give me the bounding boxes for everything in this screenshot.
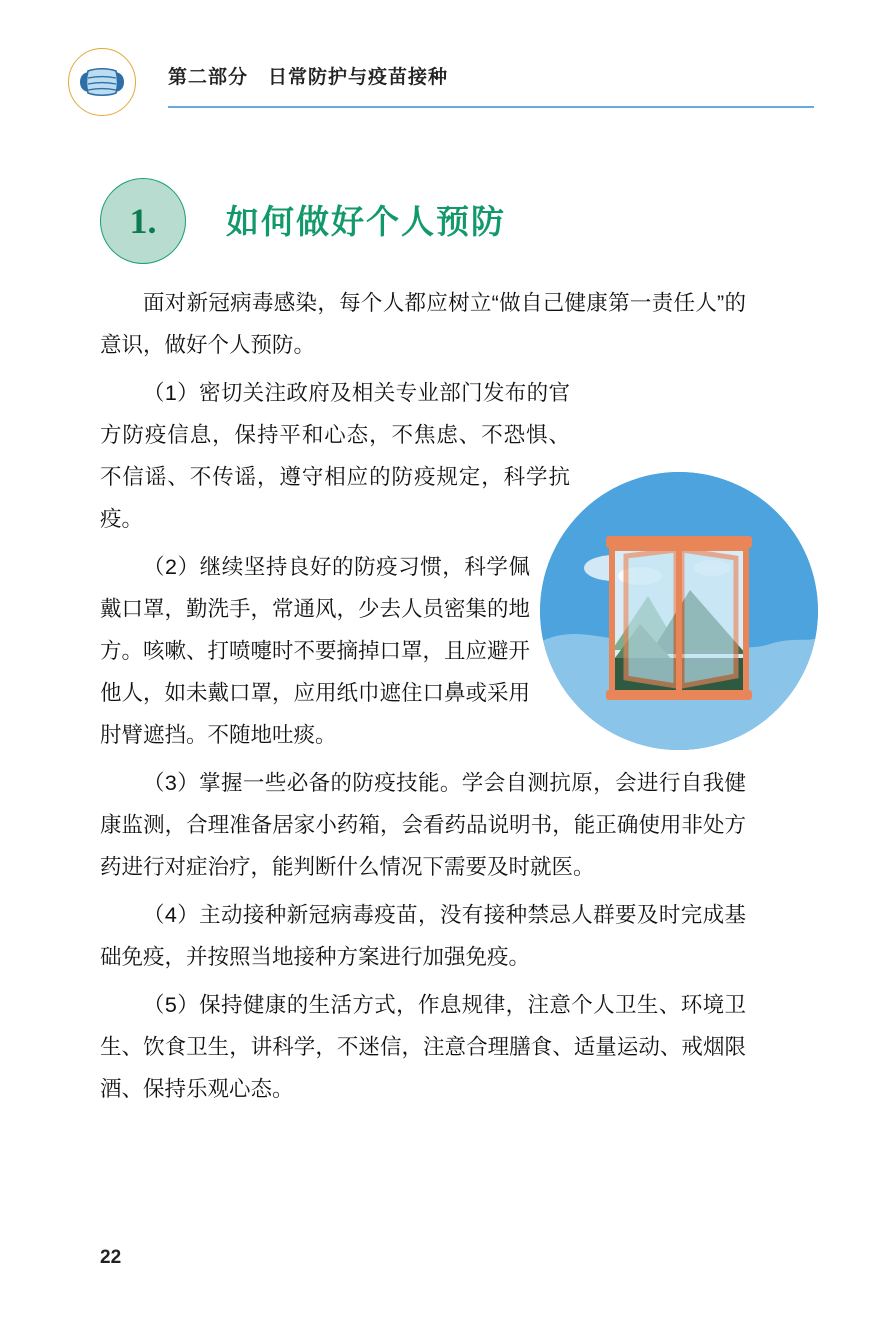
paragraph-item-4: （4）主动接种新冠病毒疫苗，没有接种禁忌人群要及时完成基础免疫，并按照当地接种方案进行加强免疫。 xyxy=(100,903,746,969)
page-number: 22 xyxy=(100,1247,122,1268)
paragraph-item-3: （3）掌握一些必备的防疫技能。学会自测抗原，会进行自我健康监测，合理准备居家小药箱，会看药品说明书，能正确使用非处方药进行对症治疗，能判断什么情况下需要及时就医。 xyxy=(100,771,746,879)
paragraph-item-5: （5）保持健康的生活方式，作息规律，注意个人卫生、环境卫生、饮食卫生，讲科学，不迷信，注意合理膳食、适量运动、戒烟限酒、保持乐观心态。 xyxy=(100,993,746,1101)
paragraph-intro: 面对新冠病毒感染，每个人都应树立“做自己健康第一责任人”的意识，做好个人预防。 xyxy=(100,291,746,357)
paragraph-item-2: （2）继续坚持良好的防疫习惯，科学佩戴口罩，勤洗手，常通风，少去人员密集的地方。咳嗽、打喷嚏时不要摘掉口罩，且应避开他人，如未戴口罩，应用纸巾遮住口鼻或采用肘臂遮挡。不随地吐痰。 xyxy=(100,555,531,747)
section-title: 如何做好个人预防 xyxy=(226,203,506,240)
paragraph-item-1: （1）密切关注政府及相关专业部门发布的官方防疫信息，保持平和心态，不焦虑、不恐惧、不信谣、不传谣，遵守相应的防疫规定，科学抗疫。 xyxy=(100,381,570,531)
article-body xyxy=(100,282,746,1116)
header-title: 第二部分 日常防护与疫苗接种 xyxy=(168,67,449,88)
page-header xyxy=(68,48,814,120)
section-number-badge: 1. xyxy=(100,178,186,264)
face-mask-icon xyxy=(68,48,136,116)
header-divider xyxy=(168,106,814,108)
section-heading xyxy=(100,178,800,264)
